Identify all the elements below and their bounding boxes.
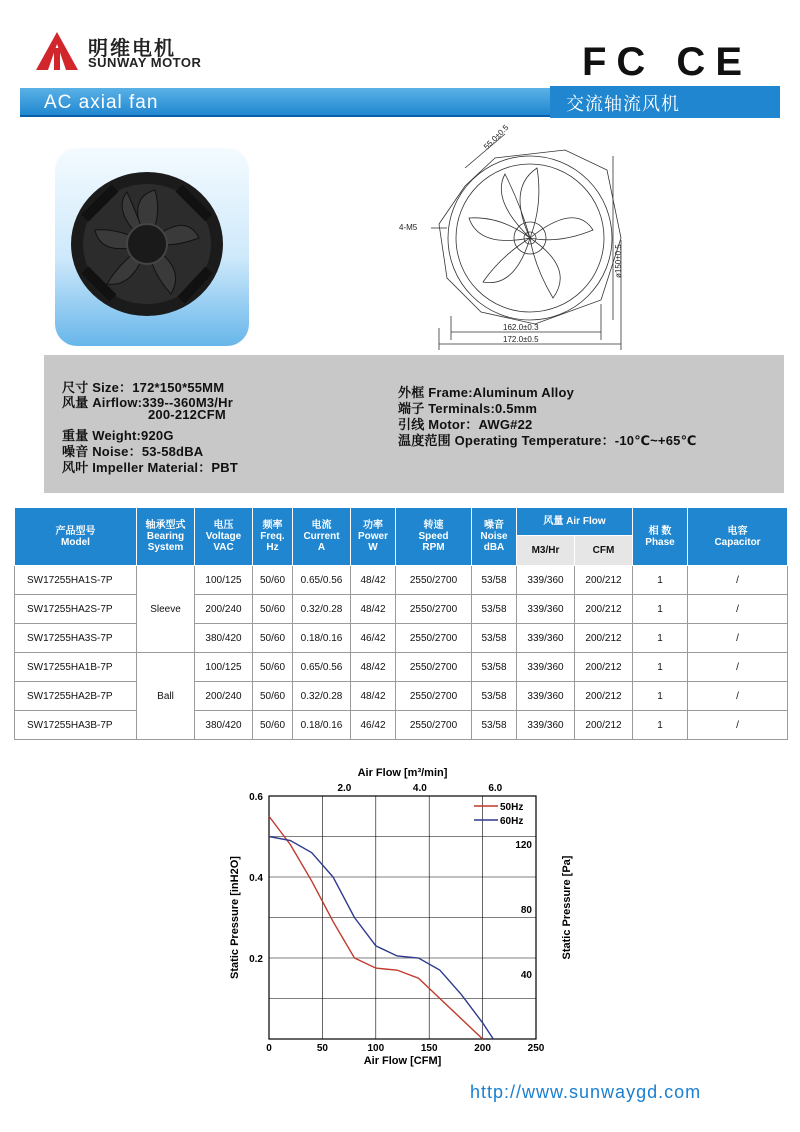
cell-model: SW17255HA1B-7P: [15, 653, 137, 682]
product-title-cn: 交流轴流风机: [566, 94, 680, 115]
table-row: [15, 682, 788, 711]
spec-frame: 外框 Frame:Aluminum Alloy: [398, 385, 575, 400]
cell-capacitor: /: [688, 566, 788, 595]
cell-model: SW17255HA3S-7P: [15, 624, 137, 653]
certification-marks: FC CE: [582, 40, 752, 84]
cell-current: 0.65/0.56: [293, 566, 351, 595]
header-current: 电流 Current A: [293, 508, 351, 566]
spec-impeller: 风叶 Impeller Material：PBT: [62, 460, 239, 475]
cell-airflow-m3: 339/360: [517, 711, 575, 740]
spec-noise: 噪音 Noise：53-58dBA: [62, 444, 204, 459]
y2-tick-label: 120: [515, 839, 532, 851]
dim-inner-label: 162.0±0.3: [503, 323, 539, 332]
y-axis-label: Static Pressure [inH2O]: [229, 856, 241, 979]
cell-power: 48/42: [351, 653, 396, 682]
product-title-en: AC axial fan: [44, 92, 159, 113]
header-bearing: 轴承型式 Bearing System: [137, 508, 195, 566]
cell-voltage: 380/420: [195, 711, 253, 740]
spec-band: [44, 355, 784, 493]
x-tick-label: 200: [474, 1043, 491, 1054]
cell-speed: 2550/2700: [396, 595, 472, 624]
company-logo: [34, 30, 204, 76]
cell-model: SW17255HA1S-7P: [15, 566, 137, 595]
cell-voltage: 200/240: [195, 682, 253, 711]
header-power: 功率 Power W: [351, 508, 396, 566]
y-tick-label: 0.4: [249, 873, 263, 884]
header-freq: 频率 Freq. Hz: [253, 508, 293, 566]
dim-outer-label: 172.0±0.5: [503, 335, 539, 344]
cell-noise: 53/58: [472, 595, 517, 624]
cell-freq: 50/60: [253, 711, 293, 740]
cell-freq: 50/60: [253, 682, 293, 711]
cell-phase: 1: [633, 624, 688, 653]
y2-axis-label: Static Pressure [Pa]: [561, 855, 573, 960]
cell-speed: 2550/2700: [396, 566, 472, 595]
x-tick-label: 50: [316, 1043, 328, 1054]
cell-model: SW17255HA2B-7P: [15, 682, 137, 711]
header-airflow: 风量 Air Flow: [517, 508, 633, 536]
cell-power: 46/42: [351, 711, 396, 740]
table-row: [15, 595, 788, 624]
cell-current: 0.32/0.28: [293, 595, 351, 624]
x-tick-label: 100: [367, 1043, 385, 1054]
cell-airflow-m3: 339/360: [517, 653, 575, 682]
x-axis-label: Air Flow [CFM]: [363, 1055, 442, 1067]
x2-tick-label: 6.0: [488, 783, 503, 794]
header-airflow-m3: M3/Hr: [517, 536, 575, 566]
cell-voltage: 380/420: [195, 624, 253, 653]
cell-model: SW17255HA2S-7P: [15, 595, 137, 624]
x-tick-label: 250: [527, 1043, 545, 1054]
cell-power: 48/42: [351, 682, 396, 711]
cell-phase: 1: [633, 653, 688, 682]
model-table-body: [15, 566, 788, 740]
x2-tick-label: 4.0: [412, 783, 427, 794]
cell-speed: 2550/2700: [396, 624, 472, 653]
table-row: [15, 566, 788, 595]
cell-current: 0.65/0.56: [293, 653, 351, 682]
cell-phase: 1: [633, 566, 688, 595]
cell-airflow-m3: 339/360: [517, 595, 575, 624]
brand-name-en: SUNWAY MOTOR: [88, 55, 202, 70]
cell-speed: 2550/2700: [396, 653, 472, 682]
table-row: [15, 624, 788, 653]
cell-capacitor: /: [688, 653, 788, 682]
cell-phase: 1: [633, 711, 688, 740]
header-airflow-cfm: CFM: [575, 536, 633, 566]
table-row: [15, 711, 788, 740]
dimension-drawing: [399, 123, 625, 348]
cell-noise: 53/58: [472, 566, 517, 595]
header-noise: 噪音 Noise dBA: [472, 508, 517, 566]
model-table: [14, 507, 788, 740]
cell-power: 48/42: [351, 566, 396, 595]
header-capacitor: 电容 Capacitor: [688, 508, 788, 566]
cell-freq: 50/60: [253, 595, 293, 624]
cell-capacitor: /: [688, 711, 788, 740]
cell-freq: 50/60: [253, 624, 293, 653]
cell-airflow-cfm: 200/212: [575, 653, 633, 682]
legend-label: 50Hz: [500, 802, 524, 813]
header-speed: 转速 Speed RPM: [396, 508, 472, 566]
x2-axis-label: Air Flow [m³/min]: [357, 767, 448, 779]
cell-freq: 50/60: [253, 566, 293, 595]
cell-voltage: 200/240: [195, 595, 253, 624]
logo-triangle-icon: [34, 30, 80, 72]
x2-tick-label: 2.0: [337, 783, 352, 794]
x-tick-zero: 0: [266, 1043, 272, 1054]
bearing-cell: Sleeve: [137, 566, 195, 653]
cell-voltage: 100/125: [195, 653, 253, 682]
header-model: 产品型号 Model: [15, 508, 137, 566]
cell-noise: 53/58: [472, 624, 517, 653]
x-tick-label: 150: [420, 1043, 438, 1054]
cell-current: 0.18/0.16: [293, 711, 351, 740]
table-row: [15, 653, 788, 682]
cell-freq: 50/60: [253, 653, 293, 682]
cell-airflow-cfm: 200/212: [575, 566, 633, 595]
cell-airflow-cfm: 200/212: [575, 624, 633, 653]
y-tick-label: 0.2: [249, 954, 263, 965]
cell-airflow-m3: 339/360: [517, 682, 575, 711]
website-link[interactable]: http://www.sunwaygd.com: [470, 1082, 702, 1102]
brand-name-cn: 明维电机: [88, 36, 176, 60]
dim-diameter-label: ø150±0.5: [614, 244, 623, 278]
cell-airflow-m3: 339/360: [517, 566, 575, 595]
cell-noise: 53/58: [472, 653, 517, 682]
cell-noise: 53/58: [472, 711, 517, 740]
spec-weight: 重量 Weight:920G: [62, 428, 174, 443]
spec-airflow: 风量 Airflow:339--360M3/Hr: [62, 395, 233, 410]
cell-current: 0.32/0.28: [293, 682, 351, 711]
y2-tick-label: 80: [520, 904, 532, 916]
cell-phase: 1: [633, 595, 688, 624]
cell-model: SW17255HA3B-7P: [15, 711, 137, 740]
cell-speed: 2550/2700: [396, 711, 472, 740]
fan-photo-icon: [55, 148, 249, 346]
product-photo: [55, 148, 249, 346]
cell-power: 46/42: [351, 624, 396, 653]
cell-noise: 53/58: [472, 682, 517, 711]
cell-phase: 1: [633, 682, 688, 711]
y-tick-label: 0.6: [249, 792, 263, 803]
header-phase: 相 数 Phase: [633, 508, 688, 566]
header-voltage: 电压 Voltage VAC: [195, 508, 253, 566]
spec-motor: 引线 Motor：AWG#22: [398, 417, 533, 432]
spec-size: 尺寸 Size：172*150*55MM: [62, 380, 225, 395]
cell-airflow-cfm: 200/212: [575, 595, 633, 624]
legend-label: 60Hz: [500, 816, 524, 827]
cell-capacitor: /: [688, 624, 788, 653]
cell-airflow-cfm: 200/212: [575, 711, 633, 740]
cell-voltage: 100/125: [195, 566, 253, 595]
spec-airflow-cfm: 200-212CFM: [148, 407, 226, 422]
mount-label: 4-M5: [399, 223, 418, 232]
performance-chart: [220, 760, 573, 1067]
spec-temperature: 温度范围 Operating Temperature：-10℃~+65℃: [398, 433, 697, 448]
spec-terminals: 端子 Terminals:0.5mm: [398, 401, 538, 416]
cell-airflow-cfm: 200/212: [575, 682, 633, 711]
cell-current: 0.18/0.16: [293, 624, 351, 653]
cell-airflow-m3: 339/360: [517, 624, 575, 653]
cell-capacitor: /: [688, 595, 788, 624]
cell-speed: 2550/2700: [396, 682, 472, 711]
bearing-cell: Ball: [137, 653, 195, 740]
cell-capacitor: /: [688, 682, 788, 711]
cell-power: 48/42: [351, 595, 396, 624]
y2-tick-label: 40: [520, 969, 532, 981]
dim-depth-label: 55.0±0.5: [482, 123, 511, 152]
